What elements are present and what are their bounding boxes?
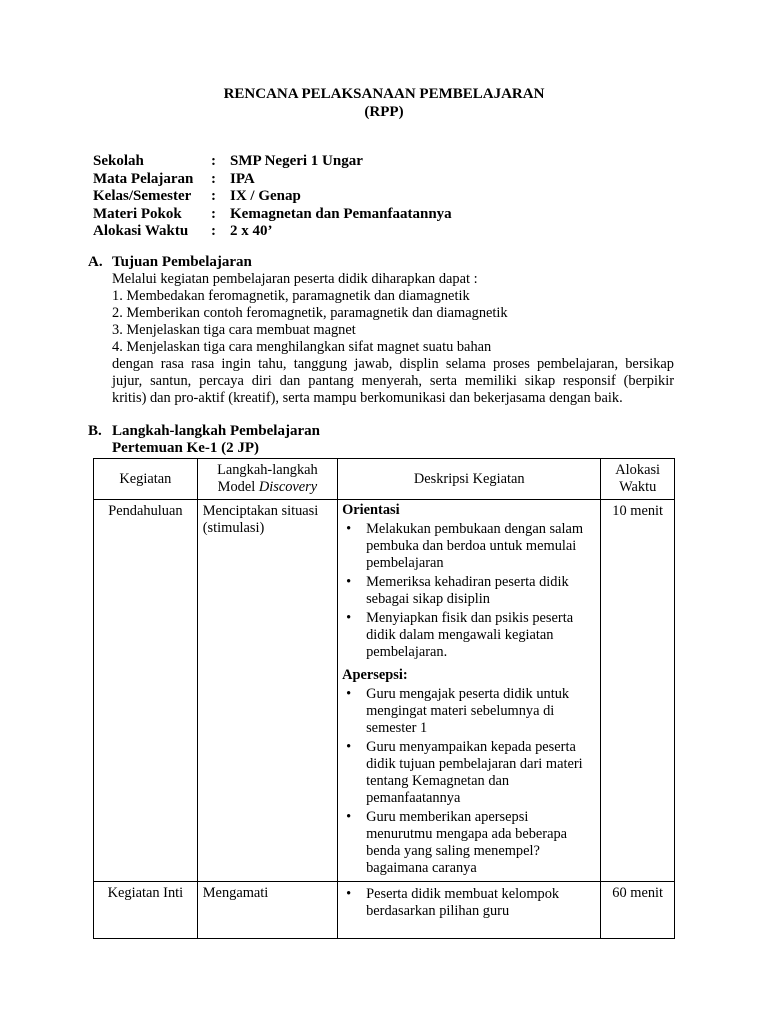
identity-row-alokasi xyxy=(93,223,452,241)
identity-separator: : xyxy=(211,188,216,204)
section-a-body xyxy=(112,271,674,407)
objective-item: 2. Memberikan contoh feromagnetik, paramagnetik dan diamagnetik xyxy=(112,305,508,321)
section-a-heading xyxy=(88,254,252,271)
cell-text: Pendahuluan xyxy=(108,503,183,519)
identity-value: Kemagnetan dan Pemanfaatannya xyxy=(230,205,452,222)
header-text-italic: Discovery xyxy=(258,479,318,495)
bullet-list xyxy=(338,882,600,924)
list-item-text: Memeriksa kehadiran peserta didik sebagai sikap disiplin xyxy=(366,574,569,607)
cell-text: Kegiatan Inti xyxy=(107,885,184,901)
header-text: Waktu xyxy=(619,479,657,495)
header-text: Langkah-langkah xyxy=(217,462,318,478)
identity-label: Mata Pelajaran xyxy=(93,170,194,187)
bullet-icon: • xyxy=(346,809,352,825)
identity-label: Sekolah xyxy=(93,153,144,169)
list-item-text: Guru mengajak peserta didik untuk mengingat materi sebelumnya di semester 1 xyxy=(366,686,570,736)
bullet-icon: • xyxy=(346,886,352,902)
identity-value: 2 x 40’ xyxy=(230,223,273,239)
identity-block xyxy=(93,153,452,241)
bullet-icon: • xyxy=(346,686,352,702)
cell-deskripsi xyxy=(338,882,601,939)
header-text-line2 xyxy=(198,479,337,496)
activity-table xyxy=(93,458,675,939)
header-text: Deskripsi Kegiatan xyxy=(413,470,525,487)
list-item xyxy=(342,574,596,608)
header-text: Model xyxy=(217,479,259,495)
list-item-text: Melakukan pembukaan dengan salam pembuka dan berdoa untuk memulai pembelajaran xyxy=(366,521,584,571)
cell-langkah xyxy=(197,500,337,882)
objective-item: 3. Menjelaskan tiga cara membuat magnet xyxy=(112,322,356,338)
cell-text: Menciptakan situasi (stimulasi) xyxy=(202,503,319,536)
objective-closing-line: dengan rasa rasa ingin tahu, tanggung jawab, displin selama proses pembelajaran, bersikap xyxy=(112,356,674,372)
identity-label: Materi Pokok xyxy=(93,205,182,222)
identity-row-mapel xyxy=(93,171,452,189)
objective-intro: Melalui kegiatan pembelajaran peserta didik diharapkan dapat : xyxy=(112,271,478,287)
table-row xyxy=(94,500,675,882)
cell-deskripsi xyxy=(338,500,601,882)
header-text: Kegiatan xyxy=(119,470,172,487)
list-item xyxy=(342,809,596,877)
identity-row-sekolah xyxy=(93,153,452,171)
list-item-text: Guru memberikan apersepsi menurutmu mengapa ada beberapa benda yang saling menempel? bagaimana caranya xyxy=(366,809,568,876)
cell-text: 10 menit xyxy=(612,503,664,519)
identity-label: Alokasi Waktu xyxy=(93,223,189,239)
objective-closing-line: kritis) dan pro-aktif (kreatif), serta mampu berkomunikasi dan bekerjasama dengan baik. xyxy=(112,390,623,406)
list-item xyxy=(342,686,596,737)
list-item-text: Peserta didik membuat kelompok berdasarkan pilihan guru xyxy=(366,886,560,919)
header-text: Alokasi xyxy=(615,462,661,478)
section-letter: B. xyxy=(88,423,102,439)
identity-label: Kelas/Semester xyxy=(93,188,192,204)
desc-heading: Apersepsi: xyxy=(342,667,408,683)
bullet-icon: • xyxy=(346,610,352,626)
bullet-icon: • xyxy=(346,521,352,537)
cell-langkah xyxy=(197,882,337,939)
cell-text: 60 menit xyxy=(612,885,664,901)
identity-separator: : xyxy=(211,153,216,169)
list-item xyxy=(342,886,596,920)
section-title: Langkah-langkah Pembelajaran xyxy=(112,423,320,439)
document-subtitle: (RPP) xyxy=(364,104,404,120)
cell-kegiatan xyxy=(94,500,198,882)
header-deskripsi xyxy=(338,459,601,500)
table-row xyxy=(94,882,675,939)
header-alokasi xyxy=(601,459,675,500)
desc-heading: Orientasi xyxy=(342,502,400,518)
identity-value: SMP Negeri 1 Ungar xyxy=(230,153,363,169)
objective-item: 4. Menjelaskan tiga cara menghilangkan sifat magnet suatu bahan xyxy=(112,339,492,355)
header-kegiatan xyxy=(94,459,198,500)
objective-closing-line: jujur, santun, percaya diri dan pantang menyerah, serta memiliki sikap responsif (berpikir xyxy=(112,373,674,389)
section-letter: A. xyxy=(88,254,103,270)
header-langkah xyxy=(197,459,337,500)
section-title: Tujuan Pembelajaran xyxy=(112,254,252,270)
list-item-text: Menyiapkan fisik dan psikis peserta didik dalam mengawali kegiatan pembelajaran. xyxy=(366,610,574,660)
identity-row-kelas xyxy=(93,188,452,206)
section-b-heading xyxy=(88,423,320,440)
list-item xyxy=(342,739,596,807)
bullet-icon: • xyxy=(346,574,352,590)
bullet-icon: • xyxy=(346,739,352,755)
identity-row-materi xyxy=(93,206,452,224)
objective-item: 1. Membedakan feromagnetik, paramagnetik dan diamagnetik xyxy=(112,288,470,304)
list-item xyxy=(342,521,596,572)
document-title: RENCANA PELAKSANAAN PEMBELAJARAN xyxy=(223,86,545,102)
cell-text: Mengamati xyxy=(202,885,269,901)
list-item xyxy=(342,610,596,661)
table-header-row xyxy=(94,459,675,500)
meeting-label: Pertemuan Ke-1 (2 JP) xyxy=(112,440,260,456)
identity-value: IX / Genap xyxy=(230,188,301,204)
bullet-list xyxy=(338,686,600,881)
cell-alokasi xyxy=(601,882,675,939)
cell-kegiatan xyxy=(94,882,198,939)
identity-separator: : xyxy=(211,223,216,239)
identity-separator: : xyxy=(211,205,216,222)
cell-alokasi xyxy=(601,500,675,882)
identity-separator: : xyxy=(211,170,216,187)
bullet-list xyxy=(338,521,600,665)
list-item-text: Guru menyampaikan kepada peserta didik tujuan pembelajaran dari materi tentang Kemagnetan dan pemanfaatannya xyxy=(366,739,583,806)
identity-value: IPA xyxy=(230,170,255,187)
